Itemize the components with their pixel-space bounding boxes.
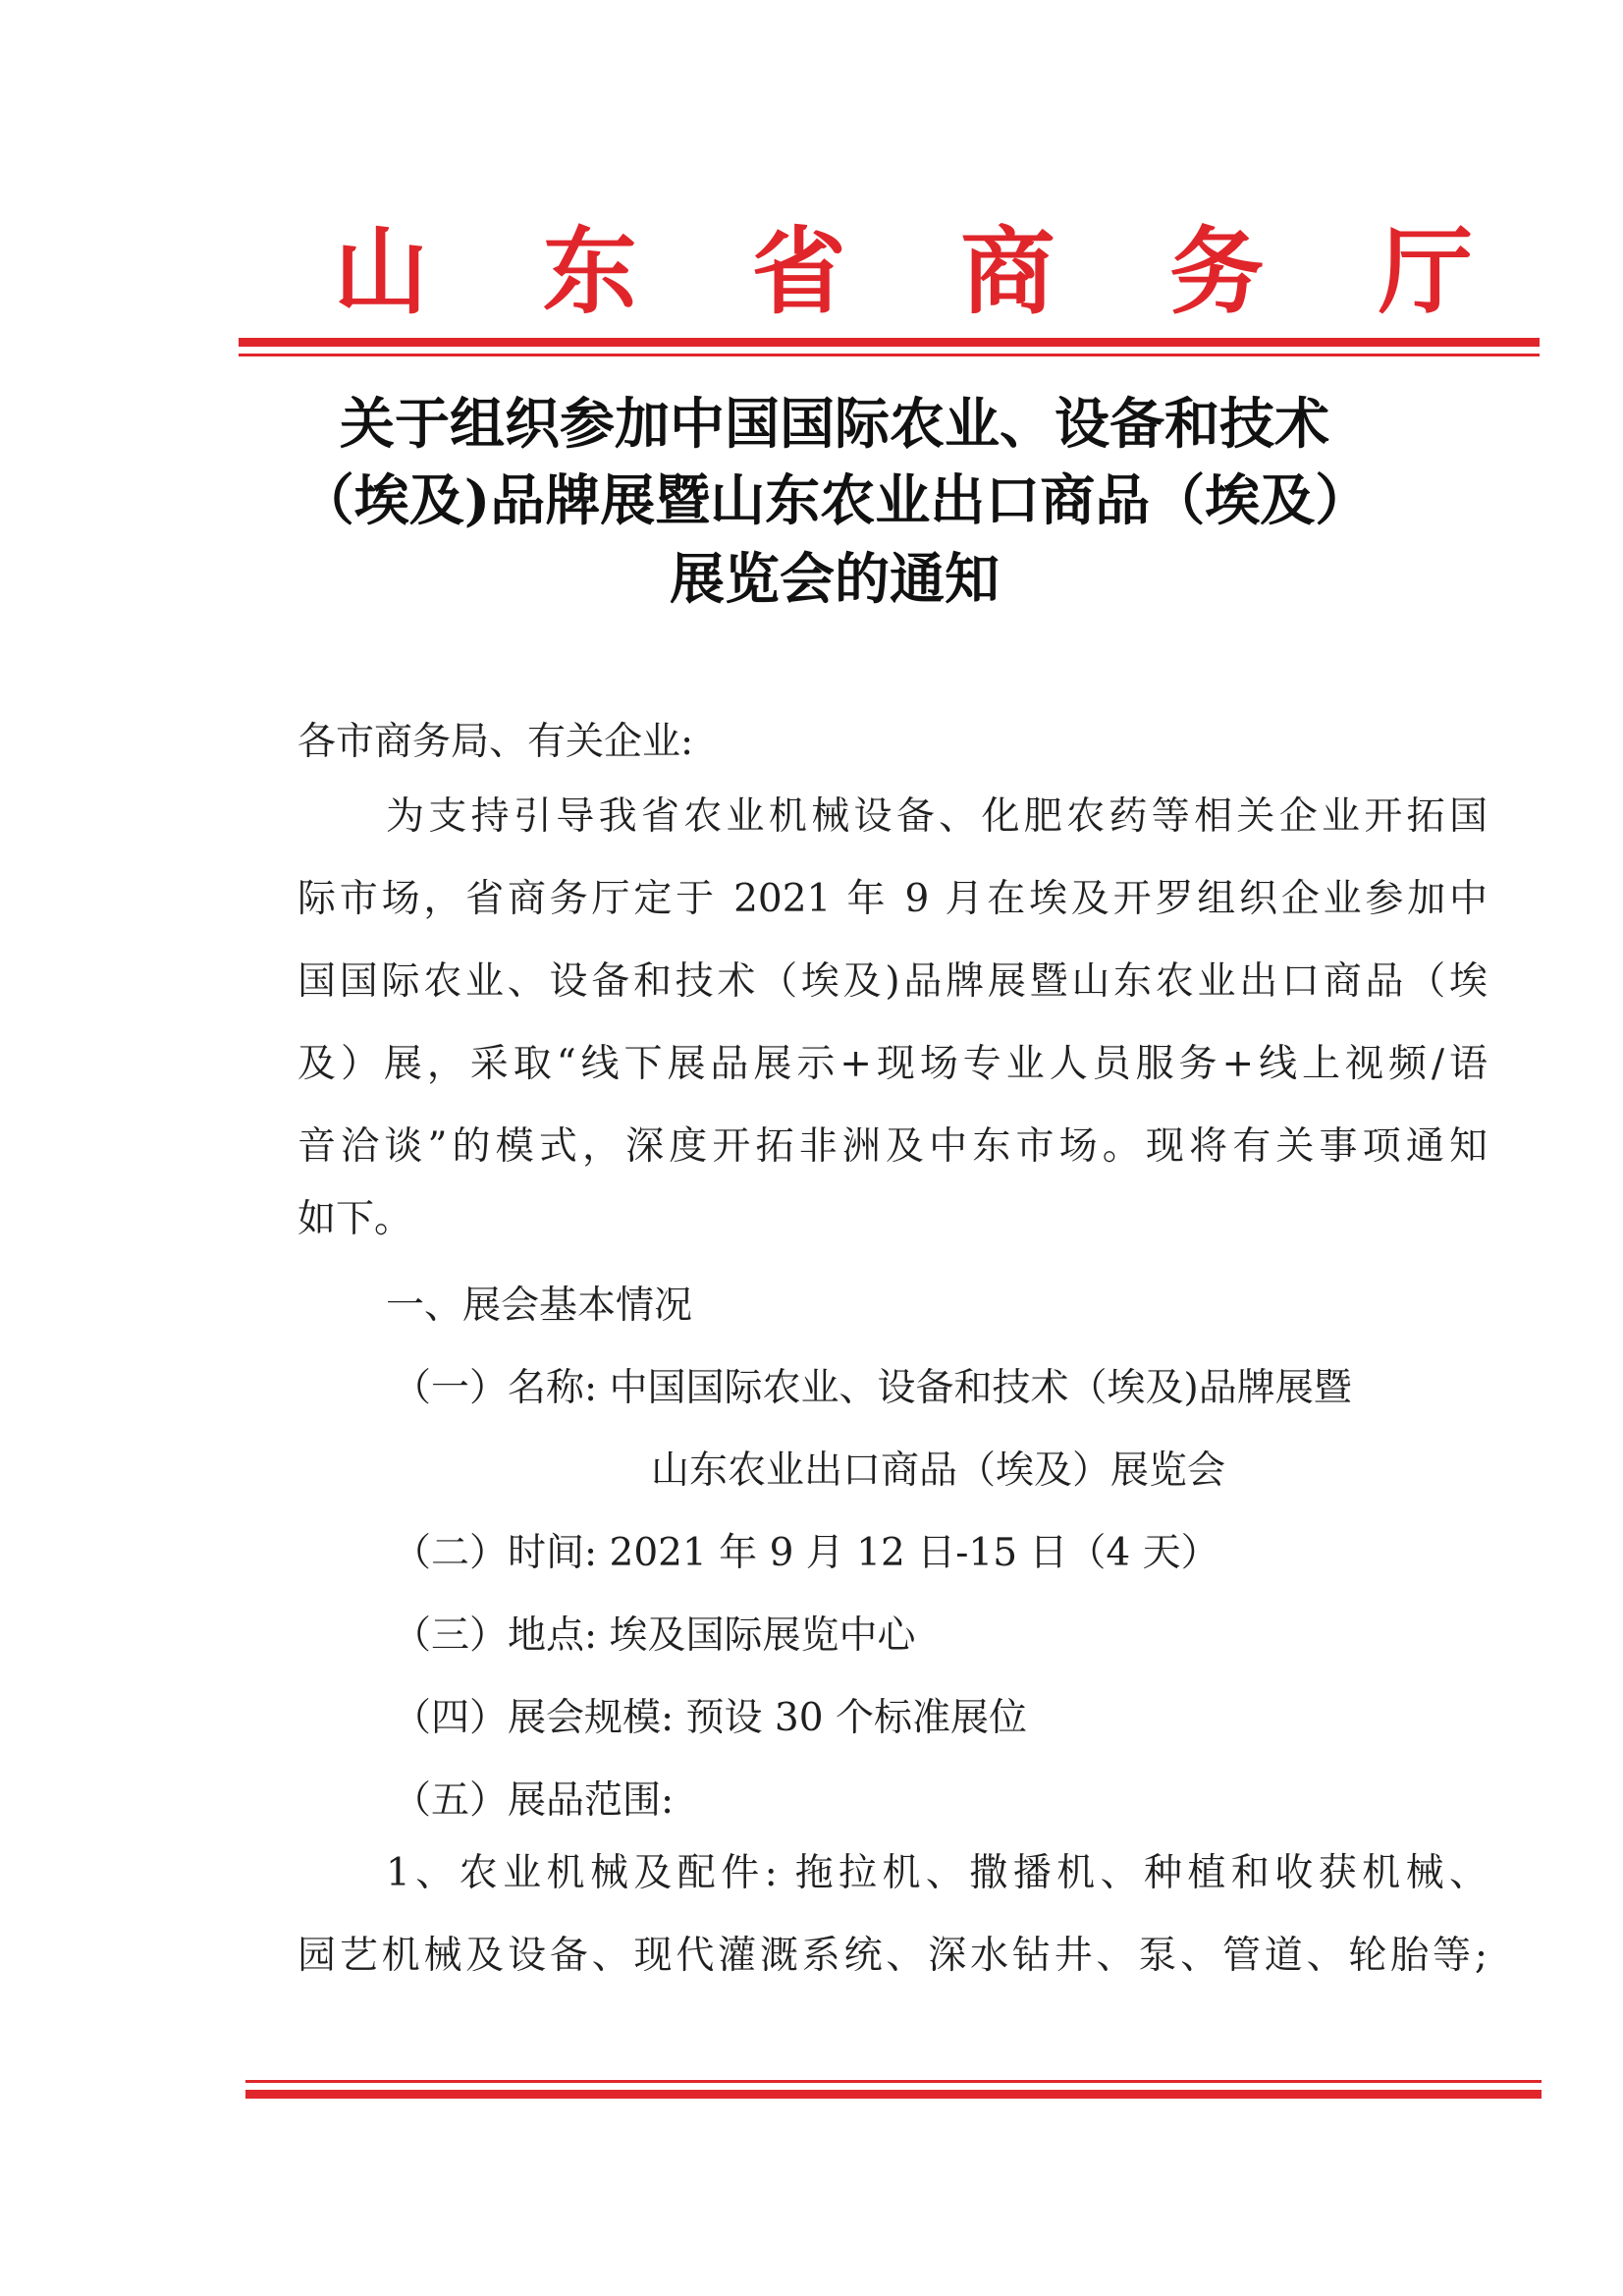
document-title-line-3: 展览会的通知 [670,547,1000,612]
letterhead-char: 商 [960,216,1055,327]
intro-line: 国国际农业、设备和技术（埃及)品牌展暨山东农业出口商品（埃 [298,959,1488,1004]
item-location: （三）地点: 埃及国际展览中心 [393,1613,916,1658]
letterhead-char: 山 [334,216,428,327]
document-title-line-2: （埃及)品牌展暨山东农业出口商品（埃及） [298,468,1371,533]
scope-line: 园艺机械及设备、现代灌溉系统、深水钻井、泵、管道、轮胎等; [298,1934,1488,1978]
letterhead-char: 省 [751,216,846,327]
intro-line: 及）展，采取“线下展品展示+现场专业人员服务+线上视频/语 [298,1042,1488,1086]
letterhead-char: 东 [542,216,637,327]
footer-rule-thick [245,2090,1542,2099]
intro-line: 如下。 [298,1197,413,1241]
item-scope: （五）展品范围: [393,1778,675,1823]
section-heading: 一、展会基本情况 [386,1284,693,1328]
salutation: 各市商务局、有关企业: [298,720,694,764]
intro-line: 为支持引导我省农业机械设备、化肥农药等相关企业开拓国 [386,794,1488,839]
item-name: （一）名称: 中国国际农业、设备和技术（埃及)品牌展暨 [393,1366,1352,1410]
header-rule-thin [239,354,1540,356]
intro-line: 际市场，省商务厅定于 2021 年 9 月在埃及开罗组织企业参加中 [298,877,1488,921]
letterhead-char: 务 [1169,216,1265,327]
footer-rule-thin [245,2080,1542,2083]
letterhead [334,218,1473,326]
document-title-line-1: 关于组织参加中国国际农业、设备和技术 [340,392,1329,457]
item-scale: （四）展会规模: 预设 30 个标准展位 [393,1696,1027,1740]
header-rule-thick [239,338,1540,347]
scope-line: 1、农业机械及配件: 拖拉机、撒播机、种植和收获机械、 [386,1851,1488,1895]
item-name-continued: 山东农业出口商品（埃及）展览会 [651,1449,1226,1493]
item-time: （二）时间: 2021 年 9 月 12 日-15 日（4 天） [393,1531,1219,1575]
letterhead-char: 厅 [1378,216,1473,327]
intro-line: 音洽谈”的模式，深度开拓非洲及中东市场。现将有关事项通知 [298,1124,1488,1169]
